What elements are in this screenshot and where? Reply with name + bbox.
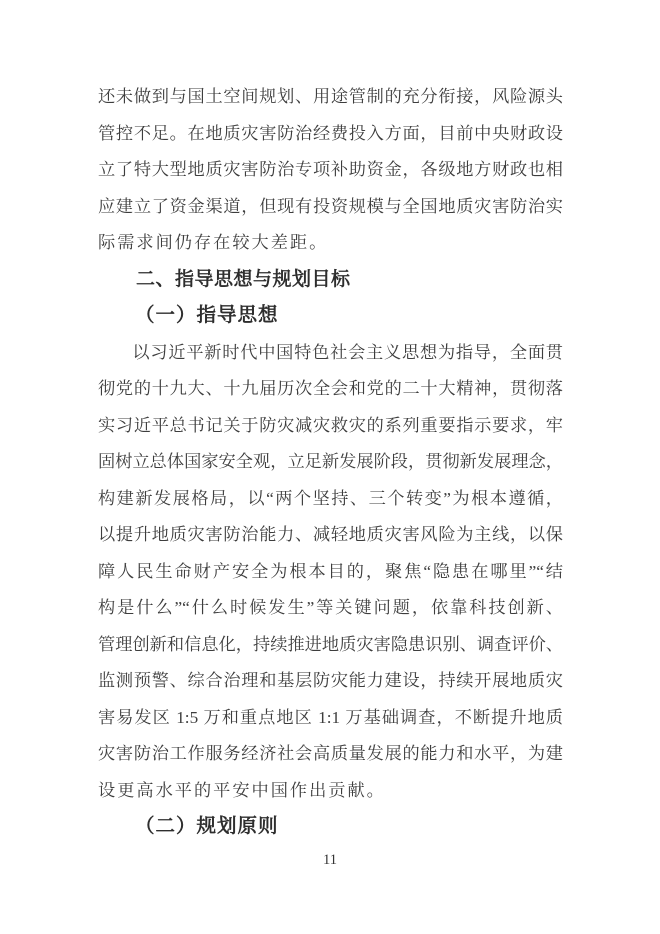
- body-text-line: 还未做到与国土空间规划、用途管制的充分衔接，风险源头: [98, 87, 563, 106]
- body-text-line: 固树立总体国家安全观，立足新发展阶段，贯彻新发展理念，: [98, 452, 563, 471]
- body-text-line: 障人民生命财产安全为根本目的，聚焦“隐患在哪里”“结: [98, 561, 563, 581]
- body-text-line: 立了特大型地质灾害防治专项补助资金，各级地方财政也相: [98, 160, 563, 179]
- paragraph-continuation: [98, 79, 563, 262]
- body-text-line: 灾害防治工作服务经济社会高质量发展的能力和水平，为建: [98, 744, 563, 763]
- body-text-line: 害易发区 1:5 万和重点地区 1:1 万基础调查，不断提升地质: [98, 707, 563, 727]
- subsection-heading-1: （一）指导思想: [135, 305, 279, 326]
- page-content: [98, 79, 563, 846]
- body-text-line: 际需求间仍存在较大差距。: [98, 233, 329, 252]
- body-text-line: 构建新发展格局，以“两个坚持、三个转变”为根本遵循，: [98, 488, 563, 508]
- body-text-line: 管控不足。在地质灾害防治经费投入方面，目前中央财政设: [98, 123, 563, 143]
- page-number: 11: [323, 852, 337, 868]
- body-text-line: 彻党的十九大、十九届历次全会和党的二十大精神，贯彻落: [98, 379, 563, 398]
- body-text-line: 应建立了资金渠道，但现有投资规模与全国地质灾害防治实: [98, 196, 563, 216]
- subsection-heading-2: （二）规划原则: [135, 816, 279, 837]
- body-text-line: 以习近平新时代中国特色社会主义思想为指导，全面贯: [132, 342, 563, 362]
- body-text-line: 实习近平总书记关于防灾减灾救灾的系列重要指示要求，牢: [98, 415, 563, 435]
- body-text-line: 以提升地质灾害防治能力、减轻地质灾害风险为主线，以保: [98, 525, 563, 544]
- body-text-line: 管理创新和信息化，持续推进地质灾害隐患识别、调查评价、: [98, 634, 563, 654]
- body-text-line: 监测预警、综合治理和基层防灾能力建设，持续开展地质灾: [98, 671, 563, 690]
- body-text-line: 设更高水平的平安中国作出贡献。: [98, 780, 386, 800]
- section-heading: 二、指导思想与规划目标: [136, 268, 351, 290]
- body-text-line: 构是什么”“什么时候发生”等关键问题，依靠科技创新、: [98, 598, 563, 617]
- paragraph-guiding-ideology: [98, 335, 563, 810]
